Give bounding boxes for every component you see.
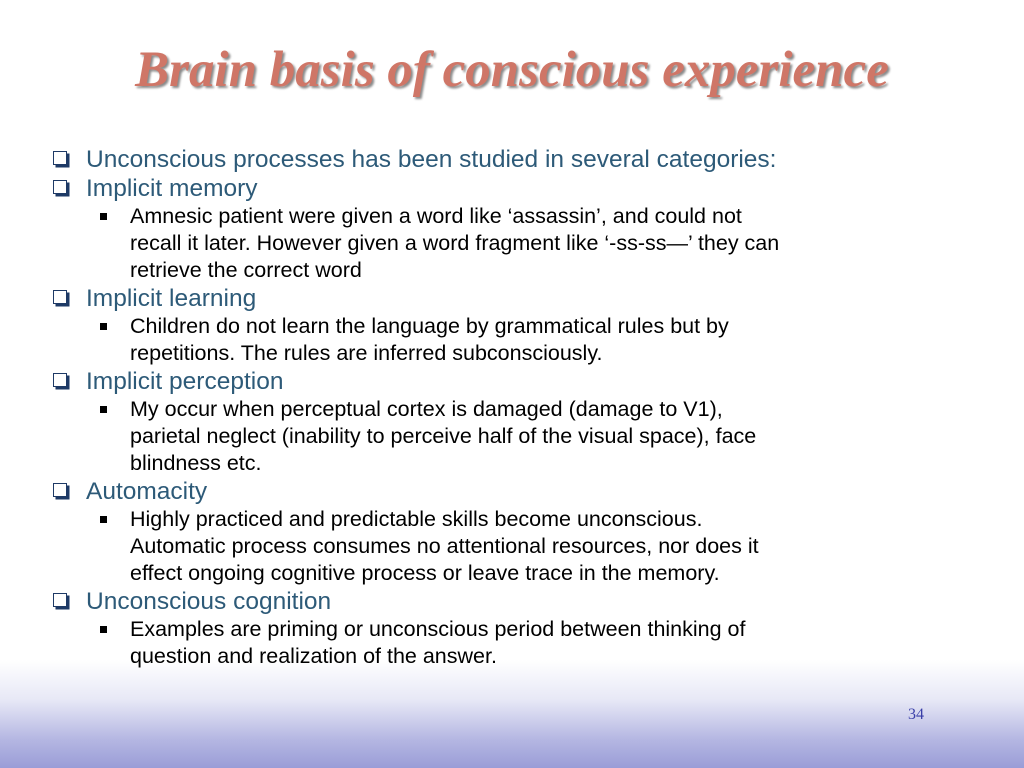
filled-square-bullet-icon bbox=[100, 516, 107, 523]
bullet-heading-text: Implicit memory bbox=[86, 175, 258, 202]
bullet-item bbox=[50, 477, 1010, 587]
sub-bullet-line: effect ongoing cognitive process or leave trace in the memory. bbox=[130, 561, 720, 585]
sub-bullet-line: parietal neglect (inability to perceive half of the visual space), face bbox=[130, 424, 757, 448]
bullet-item bbox=[50, 174, 1010, 284]
filled-square-bullet-icon bbox=[100, 323, 107, 330]
hollow-square-bullet-icon bbox=[53, 151, 67, 165]
bullet-heading-text: Unconscious cognition bbox=[86, 588, 332, 615]
sub-bullet-line: Highly practiced and predictable skills become unconscious. bbox=[130, 507, 703, 531]
sub-bullet bbox=[130, 396, 1010, 477]
sub-bullet-line: My occur when perceptual cortex is damaged (damage to V1), bbox=[130, 397, 723, 421]
hollow-square-bullet-icon bbox=[53, 593, 67, 607]
hollow-square-bullet-icon bbox=[53, 180, 67, 194]
sub-bullet bbox=[130, 616, 1010, 670]
filled-square-bullet-icon bbox=[100, 213, 107, 220]
sub-bullet bbox=[130, 506, 1010, 587]
sub-bullet-line: blindness etc. bbox=[130, 451, 262, 475]
sub-bullet-line: repetitions. The rules are inferred subconsciously. bbox=[130, 341, 603, 365]
bullet-heading bbox=[50, 174, 1010, 203]
filled-square-bullet-icon bbox=[100, 626, 107, 633]
bullet-list bbox=[50, 145, 1010, 670]
bullet-heading-text: Unconscious processes has been studied in several categories: bbox=[86, 146, 777, 173]
bullet-heading bbox=[50, 587, 1010, 616]
hollow-square-bullet-icon bbox=[53, 290, 67, 304]
sub-bullet-line: question and realization of the answer. bbox=[130, 644, 497, 668]
slide-title: Brain basis of conscious experience bbox=[135, 42, 889, 98]
sub-bullet bbox=[130, 203, 1010, 284]
sub-bullet-line: Automatic process consumes no attentional resources, nor does it bbox=[130, 534, 759, 558]
bullet-item bbox=[50, 367, 1010, 477]
sub-bullet-line: Children do not learn the language by grammatical rules but by bbox=[130, 314, 729, 338]
bullet-heading bbox=[50, 284, 1010, 313]
filled-square-bullet-icon bbox=[100, 406, 107, 413]
bullet-heading-text: Implicit perception bbox=[86, 368, 284, 395]
page-number: 34 bbox=[908, 706, 924, 723]
bullet-heading bbox=[50, 477, 1010, 506]
sub-bullet-line: Amnesic patient were given a word like ‘assassin’, and could not bbox=[130, 204, 742, 228]
bullet-item bbox=[50, 145, 1010, 174]
bullet-item bbox=[50, 587, 1010, 670]
hollow-square-bullet-icon bbox=[53, 483, 67, 497]
sub-bullet-line: recall it later. However given a word fragment like ‘-ss-ss—’ they can bbox=[130, 231, 780, 255]
bullet-item bbox=[50, 284, 1010, 367]
sub-bullet-line: Examples are priming or unconscious period between thinking of bbox=[130, 617, 746, 641]
sub-bullet bbox=[130, 313, 1010, 367]
sub-bullet-line: retrieve the correct word bbox=[130, 258, 362, 282]
bullet-heading-text: Implicit learning bbox=[86, 285, 257, 312]
hollow-square-bullet-icon bbox=[53, 373, 67, 387]
bullet-heading bbox=[50, 145, 1010, 174]
bullet-heading-text: Automacity bbox=[86, 478, 208, 505]
bullet-heading bbox=[50, 367, 1010, 396]
